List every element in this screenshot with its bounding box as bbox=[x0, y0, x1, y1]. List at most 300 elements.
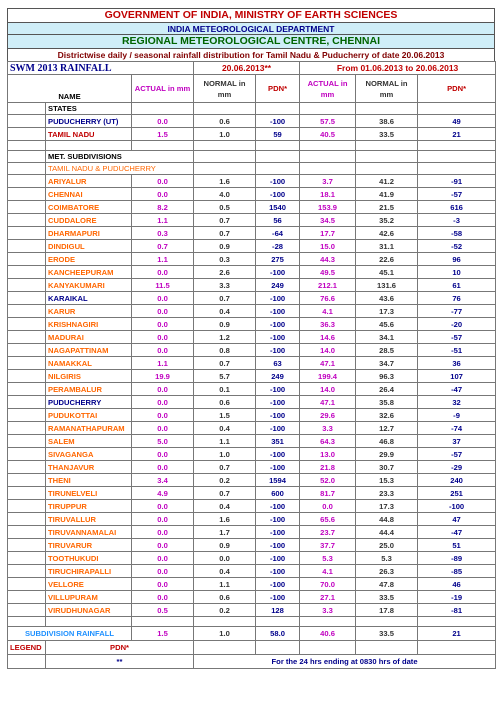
daily-normal: 1.1 bbox=[194, 435, 256, 448]
daily-normal: 0.0 bbox=[194, 552, 256, 565]
daily-normal: 0.3 bbox=[194, 253, 256, 266]
states-label: STATES bbox=[46, 103, 132, 115]
seasonal-normal: 47.8 bbox=[356, 578, 418, 591]
district-row bbox=[8, 591, 496, 604]
daily-actual: 0.0 bbox=[132, 305, 194, 318]
daily-pdn: -100 bbox=[256, 292, 300, 305]
seasonal-actual: 49.5 bbox=[300, 266, 356, 279]
seasonal-normal: 21.5 bbox=[356, 201, 418, 214]
district-row bbox=[8, 461, 496, 474]
daily-normal: 1.6 bbox=[194, 175, 256, 188]
seasonal-pdn: -57 bbox=[418, 331, 496, 344]
seasonal-normal: 34.1 bbox=[356, 331, 418, 344]
col-pdn-seasonal-header: PDN* bbox=[418, 75, 496, 103]
subdivision-name: SUBDIVISION RAINFALL bbox=[8, 627, 132, 641]
daily-pdn: -100 bbox=[256, 331, 300, 344]
seasonal-pdn: -85 bbox=[418, 565, 496, 578]
seasonal-actual: 18.1 bbox=[300, 188, 356, 201]
district-name: VELLORE bbox=[46, 578, 132, 591]
daily-pdn: 249 bbox=[256, 279, 300, 292]
daily-actual: 0.0 bbox=[132, 513, 194, 526]
legend-stars: ** bbox=[46, 655, 194, 669]
daily-actual: 0.0 bbox=[132, 539, 194, 552]
daily-normal: 4.0 bbox=[194, 188, 256, 201]
seasonal-normal: 5.3 bbox=[356, 552, 418, 565]
seasonal-normal: 26.4 bbox=[356, 383, 418, 396]
daily-normal: 0.6 bbox=[194, 396, 256, 409]
seasonal-normal: 131.6 bbox=[356, 279, 418, 292]
district-row bbox=[8, 552, 496, 565]
daily-pdn: -100 bbox=[256, 526, 300, 539]
daily-pdn: -100 bbox=[256, 344, 300, 357]
district-row bbox=[8, 253, 496, 266]
legend-label: LEGEND bbox=[8, 641, 46, 655]
daily-pdn: -100 bbox=[256, 188, 300, 201]
district-name: DINDIGUL bbox=[46, 240, 132, 253]
daily-normal: 0.7 bbox=[194, 461, 256, 474]
seasonal-actual: 14.0 bbox=[300, 344, 356, 357]
ministry-title: GOVERNMENT OF INDIA, MINISTRY OF EARTH SCIENCES bbox=[7, 8, 495, 22]
seasonal-pdn: -29 bbox=[418, 461, 496, 474]
seasonal-actual: 57.5 bbox=[300, 115, 356, 128]
seasonal-actual: 76.6 bbox=[300, 292, 356, 305]
seasonal-normal: 26.3 bbox=[356, 565, 418, 578]
col-actual-seasonal-header: ACTUAL in mm bbox=[300, 75, 356, 103]
seasonal-actual: 27.1 bbox=[300, 591, 356, 604]
district-name: TIRUVARUR bbox=[46, 539, 132, 552]
subdivision-label: TAMIL NADU & PUDUCHERRY bbox=[46, 163, 194, 175]
seasonal-normal: 46.8 bbox=[356, 435, 418, 448]
daily-normal: 5.7 bbox=[194, 370, 256, 383]
seasonal-actual: 14.0 bbox=[300, 383, 356, 396]
daily-normal: 1.5 bbox=[194, 409, 256, 422]
daily-actual: 0.0 bbox=[132, 422, 194, 435]
district-name: KARAIKAL bbox=[46, 292, 132, 305]
daily-actual: 0.0 bbox=[132, 188, 194, 201]
seasonal-pdn: -9 bbox=[418, 409, 496, 422]
legend-note: For the 24 hrs ending at 0830 hrs of date bbox=[194, 655, 496, 669]
seasonal-actual: 23.7 bbox=[300, 526, 356, 539]
daily-normal: 0.9 bbox=[194, 318, 256, 331]
daily-normal: 0.6 bbox=[194, 591, 256, 604]
daily-normal: 0.7 bbox=[194, 487, 256, 500]
daily-normal: 1.7 bbox=[194, 526, 256, 539]
daily-actual: 3.4 bbox=[132, 474, 194, 487]
centre-title: REGIONAL METEOROLOGICAL CENTRE, CHENNAI bbox=[7, 34, 495, 48]
district-name: SALEM bbox=[46, 435, 132, 448]
seasonal-pdn: 61 bbox=[418, 279, 496, 292]
daily-pdn: -100 bbox=[256, 115, 300, 128]
seasonal-pdn: 96 bbox=[418, 253, 496, 266]
seasonal-pdn: 36 bbox=[418, 357, 496, 370]
seasonal-actual: 36.3 bbox=[300, 318, 356, 331]
seasonal-actual: 29.6 bbox=[300, 409, 356, 422]
daily-actual: 19.9 bbox=[132, 370, 194, 383]
district-row bbox=[8, 500, 496, 513]
district-row bbox=[8, 188, 496, 201]
daily-normal: 0.4 bbox=[194, 500, 256, 513]
daily-pdn: 128 bbox=[256, 604, 300, 617]
legend-pdn: PDN* bbox=[46, 641, 194, 655]
district-name: KRISHNAGIRI bbox=[46, 318, 132, 331]
daily-pdn: -100 bbox=[256, 461, 300, 474]
district-row bbox=[8, 305, 496, 318]
seasonal-actual: 0.0 bbox=[300, 500, 356, 513]
district-name: TAMIL NADU bbox=[46, 128, 132, 141]
district-row bbox=[8, 266, 496, 279]
seasonal-pdn: 46 bbox=[418, 578, 496, 591]
seasonal-pdn: 240 bbox=[418, 474, 496, 487]
seasonal-normal: 25.0 bbox=[356, 539, 418, 552]
district-name: ARIYALUR bbox=[46, 175, 132, 188]
district-name: CUDDALORE bbox=[46, 214, 132, 227]
seasonal-normal: 44.4 bbox=[356, 526, 418, 539]
seasonal-actual: 5.3 bbox=[300, 552, 356, 565]
daily-actual: 1.1 bbox=[132, 357, 194, 370]
district-row bbox=[8, 240, 496, 253]
seasonal-actual: 34.5 bbox=[300, 214, 356, 227]
swm-label: SWM 2013 RAINFALL bbox=[8, 62, 194, 75]
seasonal-actual: 15.0 bbox=[300, 240, 356, 253]
district-row bbox=[8, 422, 496, 435]
seasonal-pdn: 32 bbox=[418, 396, 496, 409]
seasonal-normal: 42.6 bbox=[356, 227, 418, 240]
district-name: NAGAPATTINAM bbox=[46, 344, 132, 357]
seasonal-normal: 33.5 bbox=[356, 591, 418, 604]
rainfall-table bbox=[7, 61, 496, 669]
daily-actual: 0.0 bbox=[132, 526, 194, 539]
daily-normal: 0.9 bbox=[194, 240, 256, 253]
daily-pdn: -100 bbox=[256, 500, 300, 513]
district-row bbox=[8, 539, 496, 552]
daily-normal: 0.7 bbox=[194, 292, 256, 305]
seasonal-normal: 45.6 bbox=[356, 318, 418, 331]
seasonal-normal: 23.3 bbox=[356, 487, 418, 500]
seasonal-pdn: -81 bbox=[418, 604, 496, 617]
district-row bbox=[8, 331, 496, 344]
daily-actual: 0.0 bbox=[132, 318, 194, 331]
district-row bbox=[8, 513, 496, 526]
daily-actual: 0.0 bbox=[132, 448, 194, 461]
daily-actual: 0.0 bbox=[132, 461, 194, 474]
district-name: PERAMBALUR bbox=[46, 383, 132, 396]
seasonal-normal: 17.3 bbox=[356, 500, 418, 513]
col-actual-header: ACTUAL in mm bbox=[132, 75, 194, 103]
district-row bbox=[8, 227, 496, 240]
subdivision-p2: 21 bbox=[418, 627, 496, 641]
district-row bbox=[8, 448, 496, 461]
daily-normal: 0.7 bbox=[194, 357, 256, 370]
district-row bbox=[8, 487, 496, 500]
subdivision-n2: 33.5 bbox=[356, 627, 418, 641]
seasonal-pdn: -47 bbox=[418, 383, 496, 396]
daily-actual: 0.0 bbox=[132, 266, 194, 279]
seasonal-normal: 32.6 bbox=[356, 409, 418, 422]
district-name: COIMBATORE bbox=[46, 201, 132, 214]
daily-actual: 4.9 bbox=[132, 487, 194, 500]
daily-pdn: -100 bbox=[256, 591, 300, 604]
daily-pdn: 600 bbox=[256, 487, 300, 500]
seasonal-actual: 64.3 bbox=[300, 435, 356, 448]
seasonal-actual: 153.9 bbox=[300, 201, 356, 214]
daily-actual: 0.3 bbox=[132, 227, 194, 240]
daily-pdn: -100 bbox=[256, 422, 300, 435]
seasonal-normal: 28.5 bbox=[356, 344, 418, 357]
subdivision-a2: 40.6 bbox=[300, 627, 356, 641]
seasonal-actual: 44.3 bbox=[300, 253, 356, 266]
daily-pdn: 63 bbox=[256, 357, 300, 370]
seasonal-normal: 45.1 bbox=[356, 266, 418, 279]
seasonal-pdn: -100 bbox=[418, 500, 496, 513]
seasonal-actual: 40.5 bbox=[300, 128, 356, 141]
daily-normal: 0.7 bbox=[194, 227, 256, 240]
district-name: THANJAVUR bbox=[46, 461, 132, 474]
daily-normal: 2.6 bbox=[194, 266, 256, 279]
district-row bbox=[8, 370, 496, 383]
seasonal-actual: 52.0 bbox=[300, 474, 356, 487]
seasonal-pdn: 251 bbox=[418, 487, 496, 500]
district-row bbox=[8, 383, 496, 396]
seasonal-actual: 65.6 bbox=[300, 513, 356, 526]
district-row bbox=[8, 409, 496, 422]
seasonal-pdn: 21 bbox=[418, 128, 496, 141]
daily-actual: 0.5 bbox=[132, 604, 194, 617]
daily-actual: 1.5 bbox=[132, 128, 194, 141]
district-name: VILLUPURAM bbox=[46, 591, 132, 604]
seasonal-actual: 47.1 bbox=[300, 396, 356, 409]
daily-normal: 0.8 bbox=[194, 344, 256, 357]
district-name: RAMANATHAPURAM bbox=[46, 422, 132, 435]
seasonal-pdn: -52 bbox=[418, 240, 496, 253]
daily-normal: 1.1 bbox=[194, 578, 256, 591]
daily-normal: 1.6 bbox=[194, 513, 256, 526]
district-row bbox=[8, 435, 496, 448]
district-name: TIRUPPUR bbox=[46, 500, 132, 513]
daily-actual: 5.0 bbox=[132, 435, 194, 448]
seasonal-pdn: -89 bbox=[418, 552, 496, 565]
district-row bbox=[8, 175, 496, 188]
district-name: KANYAKUMARI bbox=[46, 279, 132, 292]
district-name: SIVAGANGA bbox=[46, 448, 132, 461]
seasonal-pdn: -47 bbox=[418, 526, 496, 539]
district-row bbox=[8, 604, 496, 617]
daily-normal: 0.5 bbox=[194, 201, 256, 214]
seasonal-pdn: 47 bbox=[418, 513, 496, 526]
district-name: ERODE bbox=[46, 253, 132, 266]
seasonal-normal: 30.7 bbox=[356, 461, 418, 474]
district-name: TIRUVANNAMALAI bbox=[46, 526, 132, 539]
seasonal-pdn: -57 bbox=[418, 448, 496, 461]
daily-normal: 0.2 bbox=[194, 604, 256, 617]
seasonal-actual: 14.6 bbox=[300, 331, 356, 344]
district-row bbox=[8, 396, 496, 409]
district-row bbox=[8, 565, 496, 578]
seasonal-actual: 4.1 bbox=[300, 305, 356, 318]
daily-pdn: 275 bbox=[256, 253, 300, 266]
daily-normal: 0.9 bbox=[194, 539, 256, 552]
daily-actual: 0.0 bbox=[132, 331, 194, 344]
district-name: TIRUVALLUR bbox=[46, 513, 132, 526]
daily-normal: 0.4 bbox=[194, 565, 256, 578]
district-name: CHENNAI bbox=[46, 188, 132, 201]
daily-actual: 0.0 bbox=[132, 565, 194, 578]
district-row bbox=[8, 357, 496, 370]
daily-actual: 0.0 bbox=[132, 500, 194, 513]
daily-actual: 0.0 bbox=[132, 396, 194, 409]
col-pdn-header: PDN* bbox=[256, 75, 300, 103]
daily-actual: 0.0 bbox=[132, 175, 194, 188]
daily-pdn: -100 bbox=[256, 552, 300, 565]
seasonal-normal: 43.6 bbox=[356, 292, 418, 305]
seasonal-normal: 44.8 bbox=[356, 513, 418, 526]
daily-normal: 3.3 bbox=[194, 279, 256, 292]
seasonal-pdn: -91 bbox=[418, 175, 496, 188]
met-subdivisions-label: MET. SUBDIVISIONS bbox=[46, 151, 194, 163]
daily-pdn: -100 bbox=[256, 396, 300, 409]
seasonal-normal: 41.9 bbox=[356, 188, 418, 201]
daily-actual: 0.0 bbox=[132, 292, 194, 305]
seasonal-pdn: 76 bbox=[418, 292, 496, 305]
seasonal-pdn: 616 bbox=[418, 201, 496, 214]
seasonal-normal: 12.7 bbox=[356, 422, 418, 435]
seasonal-actual: 212.1 bbox=[300, 279, 356, 292]
district-name: KANCHEEPURAM bbox=[46, 266, 132, 279]
seasonal-actual: 4.1 bbox=[300, 565, 356, 578]
seasonal-normal: 29.9 bbox=[356, 448, 418, 461]
daily-pdn: -64 bbox=[256, 227, 300, 240]
seasonal-actual: 70.0 bbox=[300, 578, 356, 591]
seasonal-pdn: 107 bbox=[418, 370, 496, 383]
daily-actual: 0.0 bbox=[132, 409, 194, 422]
subdivision-rainfall-row bbox=[8, 627, 496, 641]
daily-pdn: 351 bbox=[256, 435, 300, 448]
subdivision-n1: 1.0 bbox=[194, 627, 256, 641]
seasonal-normal: 15.3 bbox=[356, 474, 418, 487]
daily-actual: 0.7 bbox=[132, 240, 194, 253]
daily-normal: 0.7 bbox=[194, 214, 256, 227]
seasonal-pdn: -51 bbox=[418, 344, 496, 357]
daily-pdn: -28 bbox=[256, 240, 300, 253]
district-name: PUDUCHERRY (UT) bbox=[46, 115, 132, 128]
daily-actual: 1.1 bbox=[132, 253, 194, 266]
district-name: TIRUCHIRAPALLI bbox=[46, 565, 132, 578]
daily-actual: 1.1 bbox=[132, 214, 194, 227]
district-name: NILGIRIS bbox=[46, 370, 132, 383]
seasonal-normal: 41.2 bbox=[356, 175, 418, 188]
district-row bbox=[8, 526, 496, 539]
seasonal-normal: 96.3 bbox=[356, 370, 418, 383]
daily-pdn: -100 bbox=[256, 383, 300, 396]
seasonal-pdn: -20 bbox=[418, 318, 496, 331]
seasonal-pdn: 51 bbox=[418, 539, 496, 552]
rainfall-report bbox=[7, 8, 495, 669]
department-title: INDIA METEOROLOGICAL DEPARTMENT bbox=[7, 22, 495, 34]
district-name: THENI bbox=[46, 474, 132, 487]
daily-pdn: -100 bbox=[256, 318, 300, 331]
daily-actual: 0.0 bbox=[132, 578, 194, 591]
district-name: KARUR bbox=[46, 305, 132, 318]
seasonal-actual: 37.7 bbox=[300, 539, 356, 552]
seasonal-normal: 35.2 bbox=[356, 214, 418, 227]
daily-normal: 0.4 bbox=[194, 305, 256, 318]
district-name: VIRUDHUNAGAR bbox=[46, 604, 132, 617]
subdivision-p1: 58.0 bbox=[256, 627, 300, 641]
daily-pdn: -100 bbox=[256, 305, 300, 318]
seasonal-actual: 3.7 bbox=[300, 175, 356, 188]
seasonal-normal: 31.1 bbox=[356, 240, 418, 253]
seasonal-normal: 35.8 bbox=[356, 396, 418, 409]
daily-pdn: -100 bbox=[256, 448, 300, 461]
district-row bbox=[8, 279, 496, 292]
seasonal-actual: 3.3 bbox=[300, 422, 356, 435]
state-row bbox=[8, 128, 496, 141]
seasonal-actual: 81.7 bbox=[300, 487, 356, 500]
district-name: TOOTHUKUDI bbox=[46, 552, 132, 565]
daily-actual: 0.0 bbox=[132, 115, 194, 128]
daily-actual: 0.0 bbox=[132, 383, 194, 396]
district-name: PUDUKOTTAI bbox=[46, 409, 132, 422]
daily-normal: 1.2 bbox=[194, 331, 256, 344]
district-name: MADURAI bbox=[46, 331, 132, 344]
daily-pdn: -100 bbox=[256, 578, 300, 591]
daily-normal: 0.1 bbox=[194, 383, 256, 396]
seasonal-pdn: -19 bbox=[418, 591, 496, 604]
daily-pdn: 59 bbox=[256, 128, 300, 141]
daily-pdn: 56 bbox=[256, 214, 300, 227]
seasonal-actual: 21.8 bbox=[300, 461, 356, 474]
district-name: PUDUCHERRY bbox=[46, 396, 132, 409]
seasonal-pdn: -3 bbox=[418, 214, 496, 227]
seasonal-actual: 17.7 bbox=[300, 227, 356, 240]
daily-pdn: 1540 bbox=[256, 201, 300, 214]
subdivision-a1: 1.5 bbox=[132, 627, 194, 641]
seasonal-pdn: 10 bbox=[418, 266, 496, 279]
district-row bbox=[8, 578, 496, 591]
daily-date: 20.06.2013** bbox=[194, 62, 300, 75]
daily-pdn: -100 bbox=[256, 175, 300, 188]
district-row bbox=[8, 214, 496, 227]
daily-normal: 1.0 bbox=[194, 448, 256, 461]
seasonal-normal: 34.7 bbox=[356, 357, 418, 370]
seasonal-pdn: -77 bbox=[418, 305, 496, 318]
daily-pdn: 249 bbox=[256, 370, 300, 383]
daily-actual: 0.0 bbox=[132, 552, 194, 565]
district-row bbox=[8, 292, 496, 305]
seasonal-normal: 38.6 bbox=[356, 115, 418, 128]
district-name: TIRUNELVELI bbox=[46, 487, 132, 500]
report-description: Districtwise daily / seasonal rainfall distribution for Tamil Nadu & Puducherry of date 20.06.2013 bbox=[7, 48, 495, 61]
seasonal-actual: 47.1 bbox=[300, 357, 356, 370]
seasonal-actual: 199.4 bbox=[300, 370, 356, 383]
daily-normal: 0.2 bbox=[194, 474, 256, 487]
district-row bbox=[8, 201, 496, 214]
seasonal-pdn: -58 bbox=[418, 227, 496, 240]
daily-pdn: -100 bbox=[256, 409, 300, 422]
seasonal-actual: 3.3 bbox=[300, 604, 356, 617]
seasonal-pdn: -74 bbox=[418, 422, 496, 435]
seasonal-normal: 22.6 bbox=[356, 253, 418, 266]
seasonal-pdn: 37 bbox=[418, 435, 496, 448]
col-normal-seasonal-header: NORMAL in mm bbox=[356, 75, 418, 103]
daily-pdn: -100 bbox=[256, 539, 300, 552]
daily-actual: 0.0 bbox=[132, 344, 194, 357]
seasonal-pdn: 49 bbox=[418, 115, 496, 128]
district-row bbox=[8, 344, 496, 357]
daily-pdn: 1594 bbox=[256, 474, 300, 487]
district-row bbox=[8, 318, 496, 331]
daily-actual: 11.5 bbox=[132, 279, 194, 292]
col-normal-header: NORMAL in mm bbox=[194, 75, 256, 103]
